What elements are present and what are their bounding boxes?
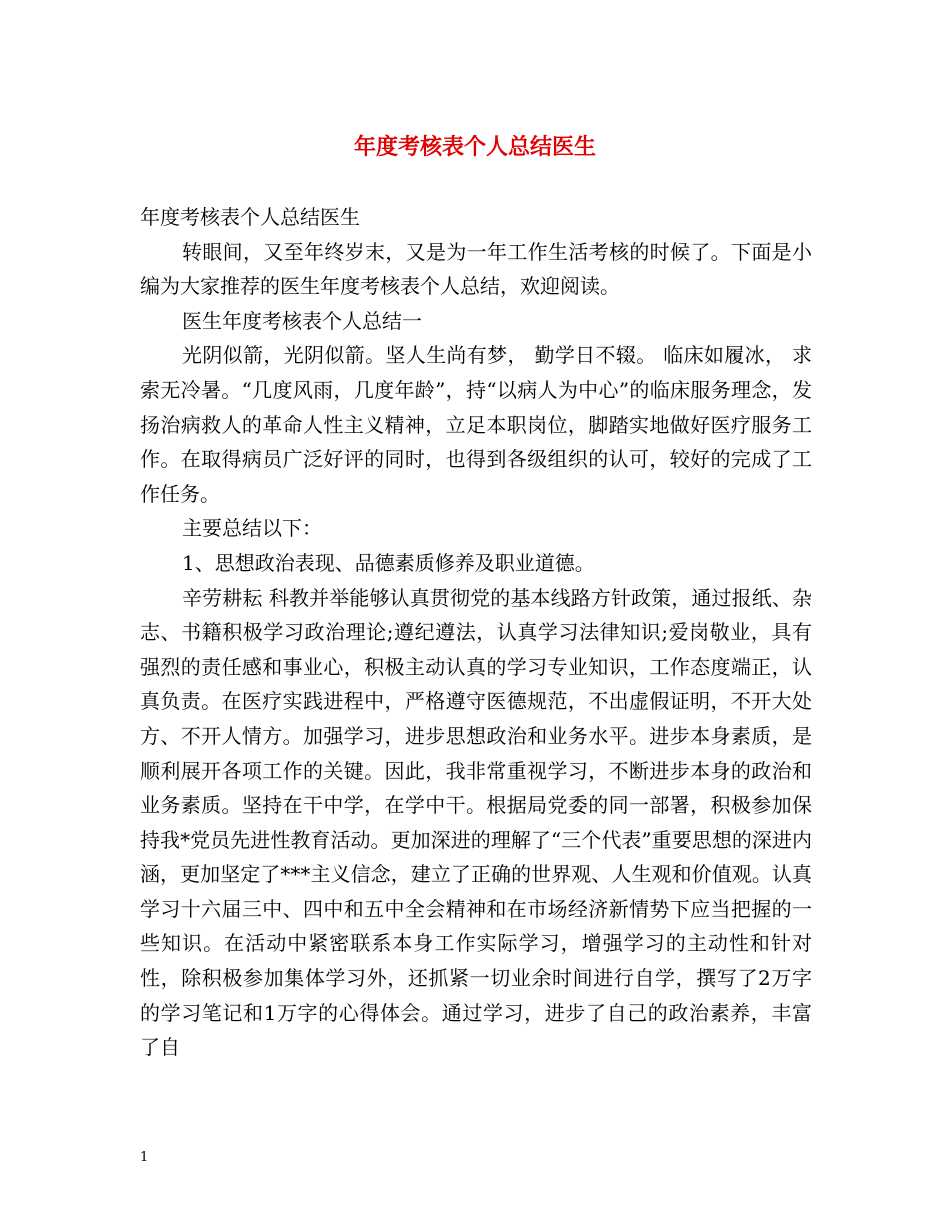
- paragraph-heading: 年度考核表个人总结医生: [140, 205, 360, 229]
- paragraph-section-title: 医生年度考核表个人总结一: [182, 308, 422, 333]
- document-title: 年度考核表个人总结医生: [353, 134, 596, 160]
- paragraph-opening: 光阴似箭，光阴似箭。坚人生尚有梦， 勤学日不辍。 临床如履冰， 求索无冷暑。“几度风雨，几度年龄”，持“以病人为中心”的临床服务理念，发扬治病救人的革命人性主义精神，立足本职岗位，脚踏实地做好医疗服务工作。在取得病员广泛好评的同时，也得到各级组织的认可，较好的完成了工作任务。: [140, 343, 812, 506]
- paragraph-point-1-heading: 1、思想政治表现、品德素质修养及职业道德。: [182, 550, 595, 575]
- page-number: 1: [140, 1150, 149, 1165]
- paragraph-summary-lead: 主要总结以下：: [182, 516, 322, 541]
- paragraph-intro: 转眼间，又至年终岁末，又是为一年工作生活考核的时候了。下面是小编为大家推荐的医生年度考核表个人总结，欢迎阅读。: [140, 239, 812, 299]
- document-body: [140, 200, 812, 1065]
- paragraph-point-1-body: 辛劳耕耘 科教并举能够认真贯彻党的基本线路方针政策，通过报纸、杂志、书籍积极学习政治理论;遵纪遵法，认真学习法律知识;爱岗敬业，具有强烈的责任感和事业心，积极主动认真的学习专业知识，工作态度端正，认真负责。在医疗实践进程中，严格遵守医德规范，不出虚假证明，不开大处方、不开人情方。加强学习，进步思想政治和业务水平。进步本身素质，是顺利展开各项工作的关键。因此，我非常重视学习，不断进步本身的政治和业务素质。坚持在干中学，在学中干。根据局党委的同一部署，积极参加保持我*党员先进性教育活动。更加深进的理解了“三个代表”重要思想的深进内涵，更加坚定了***主义信念，建立了正确的世界观、人生观和价值观。认真学习十六届三中、四中和五中全会精神和在市场经济新情势下应当把握的一些知识。在活动中紧密联系本身工作实际学习，增强学习的主动性和针对性，除积极参加集体学习外，还抓紧一切业余时间进行自学，撰写了2万字的学习笔记和1万字的心得体会。通过学习，进步了自己的政治素养，丰富了自: [140, 585, 812, 1060]
